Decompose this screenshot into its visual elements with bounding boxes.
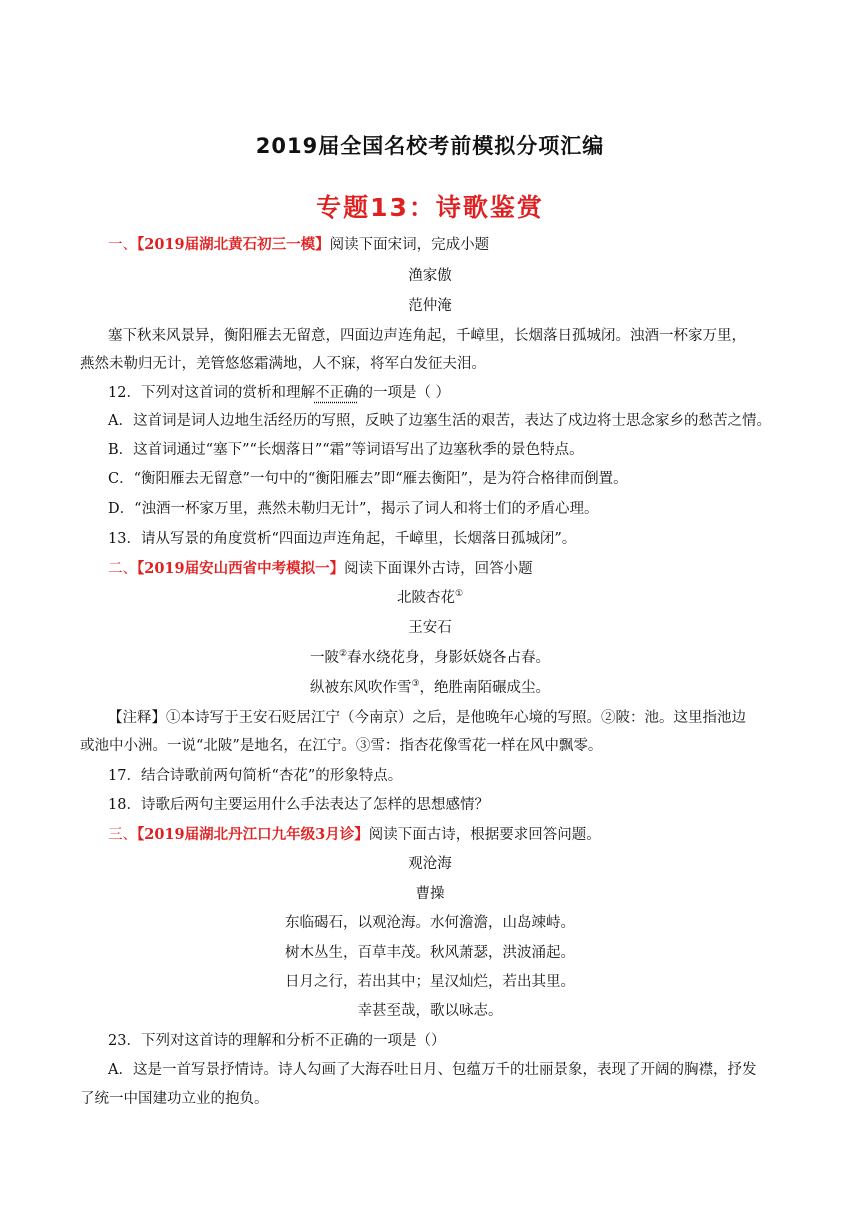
doc-subtitle: 专题13：诗歌鉴赏 xyxy=(316,193,544,222)
section-instruction: 阅读下面课外古诗，回答小题 xyxy=(344,561,533,577)
poem-line: 幸甚至哉，歌以咏志。 xyxy=(357,1003,503,1019)
question-17: 17．结合诗歌前两句简析“杏花”的形象特点。 xyxy=(108,768,403,784)
poem-author: 范仲淹 xyxy=(408,298,452,314)
footnote-marker: ③ xyxy=(411,679,420,690)
poem-text: ，绝胜南陌碾成尘。 xyxy=(419,680,551,696)
option-c: C．“衡阳雁去无留意”一句中的“衡阳雁去”即“雁去衡阳”，是为符合格律而倒置。 xyxy=(108,471,628,487)
question-text: 12．下列对这首词的赏析和理解 xyxy=(108,385,315,401)
emphasis-text: 不正确 xyxy=(314,385,359,401)
poem-line: 树木丛生，百草丰茂。秋风萧瑟，洪波涌起。 xyxy=(285,945,575,961)
option-a: A．这是一首写景抒情诗。诗人勾画了大海吞吐日月、包蕴万千的壮丽景象，表现了开阔的胸襟，抒发 xyxy=(108,1062,757,1078)
poem-title-text: 北陂杏花 xyxy=(396,590,455,606)
poem-author: 曹操 xyxy=(415,886,445,902)
poem-text: 春水绕花身，身影妖娆各占春。 xyxy=(347,650,551,666)
poem-body-line: 燕然未勒归无计，羌管悠悠霜满地，人不寐，将军白发征夫泪。 xyxy=(80,356,486,372)
option-b: B．这首词通过“塞下”“长烟落日”“霜”等词语写出了边塞秋季的景色特点。 xyxy=(108,442,584,458)
option-a-continued: 了统一中国建功立业的抱负。 xyxy=(80,1091,269,1107)
section-2-heading xyxy=(108,559,818,579)
poem-line xyxy=(0,678,860,698)
section-number: 一、 xyxy=(108,237,137,253)
question-23: 23．下列对这首诗的理解和分析不正确的一项是（） xyxy=(108,1033,446,1049)
footnote-marker: ① xyxy=(454,589,464,600)
poem-line xyxy=(0,648,860,668)
option-a: A．这首词是词人边地生活经历的写照，反映了边塞生活的艰苦，表达了戍边将士思念家乡的愁苦之情。 xyxy=(108,413,771,429)
poem-author: 王安石 xyxy=(408,620,452,636)
question-18: 18．诗歌后两句主要运用什么手法表达了怎样的思想感情？ xyxy=(108,797,489,813)
section-source: 【2019届湖北黄石初三一模】 xyxy=(137,236,330,253)
annotation-line: 或池中小洲。一说“北陂”是地名，在江宁。③雪：指杏花像雪花一样在风中飘零。 xyxy=(80,738,603,754)
footnote-marker: ② xyxy=(338,649,348,660)
section-source: 【2019届湖北丹江口九年级3月诊】 xyxy=(137,826,369,843)
annotation-line: 【注释】①本诗写于王安石贬居江宁（今南京）之后，是他晚年心境的写照。②陂：池。这里指池边 xyxy=(108,710,746,726)
question-12 xyxy=(108,383,818,403)
section-number: 二、 xyxy=(108,561,137,577)
poem-text: 一陂 xyxy=(309,650,339,666)
poem-text: 纵被东风吹作雪 xyxy=(309,680,412,696)
section-instruction: 阅读下面宋词，完成小题 xyxy=(329,237,490,253)
poem-title: 观沧海 xyxy=(408,856,452,872)
section-source: 【2019届安山西省中考模拟一】 xyxy=(137,560,345,577)
section-3-heading xyxy=(108,825,818,845)
poem-line: 日月之行，若出其中；星汉灿烂，若出其里。 xyxy=(285,974,575,990)
question-13: 13．请从写景的角度赏析“四面边声连角起，千嶂里，长烟落日孤城闭”。 xyxy=(108,531,577,547)
section-number: 三、 xyxy=(108,827,137,843)
option-d: D．“浊酒一杯家万里，燕然未勒归无计”，揭示了词人和将士们的矛盾心理。 xyxy=(108,501,599,517)
doc-title: 2019届全国名校考前模拟分项汇编 xyxy=(255,134,605,158)
poem-line: 东临碣石，以观沧海。水何澹澹，山岛竦峙。 xyxy=(285,915,575,931)
section-instruction: 阅读下面古诗，根据要求回答问题。 xyxy=(368,827,601,843)
poem-title: 渔家傲 xyxy=(408,268,452,284)
poem-body-line: 塞下秋来风景异，衡阳雁去无留意，四面边声连角起，千嶂里，长烟落日孤城闭。浊酒一杯家万里， xyxy=(108,328,746,344)
poem-title xyxy=(0,588,860,608)
question-text: 的一项是（ ） xyxy=(358,385,451,401)
section-1-heading xyxy=(108,235,818,255)
